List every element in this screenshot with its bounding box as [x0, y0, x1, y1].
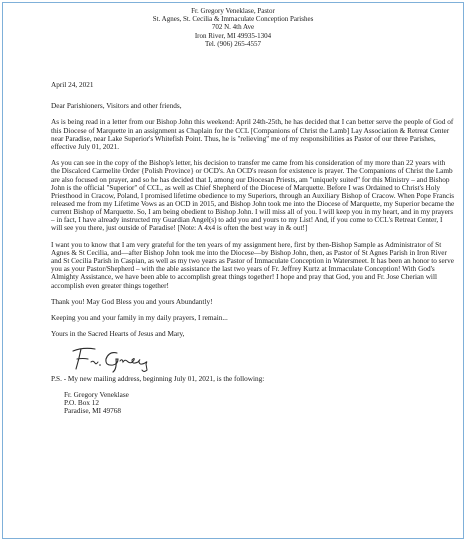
- address-name: Fr. Gregory Veneklase: [64, 390, 129, 399]
- paragraph-gratitude: I want you to know that I am very grateful for the ten years of my assignment here, first by then-Bishop Sample as Administrator of St Agnes & St Cecilia, and—after Bishop John took me into the Diocese—by Bishop John, then, as Pastor of St Agnes Parish in Iron River and St Cecilia Parish in Caspian, as well as my two years as Pastor of Immaculate Conception in Watersmeet. It has been an honor to serve you as your Pastor/Shepherd – with the able assistance the last two years of Fr. Jeffrey Kurtz at Immaculate Conception! With God's Almighty Assistance, we have been able to accomplish great things together! I hope and pray that God, you and Fr. Jose Cherian will accomplish even greater things together!: [51, 240, 454, 290]
- mailing-address: [64, 391, 455, 415]
- handwritten-signature: [69, 343, 455, 373]
- paragraph-announcement: As is being read in a letter from our Bishop John this weekend: April 24th-25th, he has decided that I can better serve the people of God of this Diocese of Marquette in an assignment as Chaplain for the CCL [Companions of Christ the Lamb] Lay Association & Retreat Center near Paradise, near Lake Superior's Whitefish Point. Thus, he is "relieving" me of my responsibilities as Pastor of our three Parishes, effective July 01, 2021.: [51, 118, 454, 151]
- letter-date: April 24, 2021: [51, 81, 94, 89]
- document-frame: [2, 2, 464, 539]
- letterhead-street: 702 N. 4th Ave: [211, 23, 255, 32]
- address-po-box: P.O. Box 12: [64, 399, 100, 408]
- letter-body: [51, 81, 455, 415]
- letterhead-city: Iron River, MI 49935-1304: [194, 31, 272, 40]
- closing: Yours in the Sacred Hearts of Jesus and Mary,: [51, 330, 185, 339]
- letterhead: [3, 7, 463, 48]
- postscript: P.S. - My new mailing address, beginning July 01, 2021, is the following:: [51, 374, 265, 383]
- letterhead-name: Fr. Gregory Veneklase, Pastor: [191, 7, 275, 15]
- paragraph-transfer-reason: As you can see in the copy of the Bishop's letter, his decision to transfer me came from his consideration of my more than 22 years with the Discalced Carmelite Order {Polish Province} or OCD's. An OCD's reason for existence is prayer. The Companions of Christ the Lamb are also focused on prayer, and so he has decided that I, among our Diocesan Priests, am "uniquely suited" for this Ministry – and Bishop John is the official "Superior" of CCL, as well as Chief Shepherd of the Diocese of Marquette. Before I was Ordained to Christ's Holy Priesthood in Cracow, Poland, I promised lifetime obedience to my Superiors, through an Auxiliary Bishop of Cracow. When Pope Francis released me from my Lifetime Vows as an OCD in 2015, and Bishop John took me into the Diocese of Marquette, my Superior became the current Bishop of Marquette. So, I am being obedient to Bishop John. I will miss all of you. I will keep you in my heart, and in my prayers – in fact, I have already instructed my Guardian Angel(s) to add you and yours to my List! And, if you come to CCL's Retreat Center, I will see you there, just outside of Paradise! [Note: A 4x4 is often the best way in & out!]: [51, 159, 455, 233]
- letterhead-parishes: St. Agnes, St. Cecilia & Immaculate Conception Parishes: [152, 15, 314, 24]
- letterhead-phone: Tel. (906) 265-4557: [204, 39, 262, 48]
- address-city: Paradise, MI 49768: [64, 407, 121, 416]
- paragraph-prayers: Keeping you and your family in my daily prayers, I remain...: [51, 314, 228, 323]
- paragraph-thanks: Thank you! May God Bless you and yours Abundantly!: [51, 297, 213, 306]
- salutation: Dear Parishioners, Visitors and other friends,: [51, 102, 182, 111]
